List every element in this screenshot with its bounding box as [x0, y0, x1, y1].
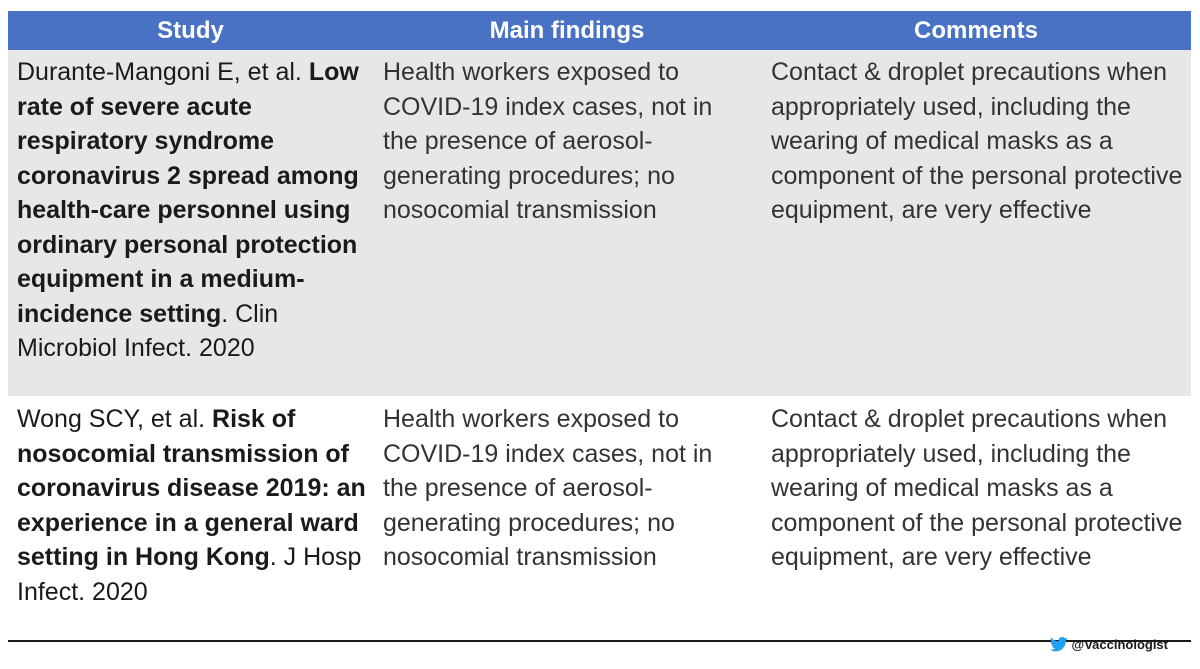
study-authors: Durante-Mangoni E, et al.	[17, 58, 302, 86]
header-main-findings: Main findings	[489, 16, 645, 44]
findings-cell: Health workers exposed to COVID-19 index cases, not in the presence of aerosol-generating procedures; no nosocomial transmission	[383, 58, 713, 224]
study-authors: Wong SCY, et al.	[17, 405, 206, 433]
twitter-handle: @Vaccinologist	[1071, 637, 1168, 652]
table-row	[8, 397, 1191, 640]
comments-cell: Contact & droplet precautions when appropriately used, including the wearing of medical masks as a component of the personal protective equipment, are very effective	[771, 58, 1183, 224]
study-journal: . J Hosp Infect. 2020	[17, 543, 362, 606]
table-header	[8, 11, 1191, 50]
table-row	[8, 50, 1191, 397]
study-journal: . Clin Microbiol Infect. 2020	[17, 299, 279, 362]
study-title: Low rate of severe acute respiratory syndrome coronavirus 2 spread among health-care personnel using ordinary personal protection equipment in a medium-incidence setting	[17, 58, 359, 328]
findings-cell: Health workers exposed to COVID-19 index cases, not in the presence of aerosol-generating procedures; no nosocomial transmission	[383, 405, 713, 571]
comments-cell: Contact & droplet precautions when appropriately used, including the wearing of medical masks as a component of the personal protective equipment, are very effective	[771, 405, 1183, 571]
twitter-watermark	[1050, 637, 1168, 652]
study-cell	[8, 50, 373, 396]
study-title: Risk of nosocomial transmission of coronavirus disease 2019: an experience in a general ward setting in Hong Kong	[17, 405, 366, 571]
studies-table	[8, 11, 1191, 642]
study-cell	[8, 397, 373, 640]
header-study: Study	[157, 16, 224, 44]
twitter-bird-icon	[1050, 637, 1068, 652]
header-comments: Comments	[913, 16, 1039, 44]
